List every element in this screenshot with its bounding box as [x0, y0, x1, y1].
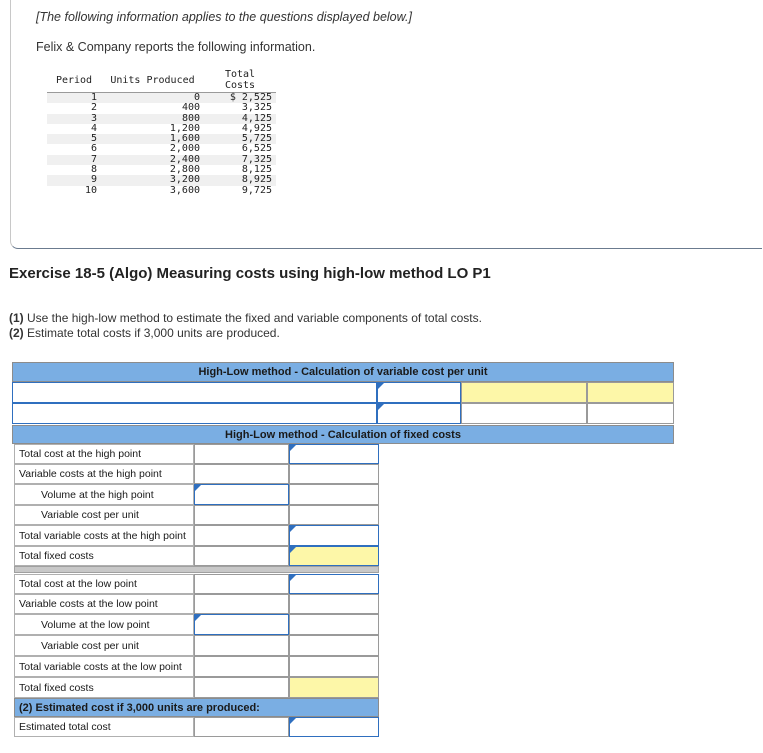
high-low-row2-cell2: [587, 403, 674, 424]
label-total-cost-low: Total cost at the low point: [14, 574, 194, 594]
table-row: 1 0 $ 2,525: [47, 93, 276, 104]
input-marker-icon: [290, 575, 296, 581]
label-total-fixed-costs-low: Total fixed costs: [14, 677, 194, 698]
instruction-2: (2) Estimate total costs if 3,000 units are produced.: [9, 326, 280, 340]
volume-high-input[interactable]: [194, 484, 289, 505]
label-total-variable-costs-high: Total variable costs at the high point: [14, 525, 194, 546]
cell-empty: [194, 594, 289, 614]
volume-low-input[interactable]: [194, 614, 289, 635]
table-row: 10 3,600 9,725: [84, 184, 272, 196]
fixed-cost-header: High-Low method - Calculation of fixed costs: [12, 425, 674, 444]
table-row: 5 1,600 5,725: [47, 134, 276, 144]
label-variable-costs-high: Variable costs at the high point: [14, 464, 194, 484]
table-row: 4 1,200 4,925: [90, 122, 272, 134]
label-volume-low: Volume at the low point: [14, 614, 194, 635]
table-row: 7 2,400 7,325: [47, 155, 276, 165]
info-table: [47, 68, 276, 196]
cell-empty: [194, 546, 289, 566]
label-volume-high: Volume at the high point: [14, 484, 194, 505]
input-marker-icon: [290, 718, 296, 724]
exercise-title: Exercise 18-5 (Algo) Measuring costs using high-low method LO P1: [9, 265, 491, 282]
estimated-total-cost-input[interactable]: [289, 717, 379, 737]
table-row: 8 2,800 8,125: [90, 164, 272, 176]
high-low-row1-value-input[interactable]: [377, 382, 461, 403]
instruction-1: (1) Use the high-low method to estimate the fixed and variable components of total costs.: [9, 311, 482, 325]
label-variable-costs-low: Variable costs at the low point: [14, 594, 194, 614]
total-cost-low-input[interactable]: [289, 574, 379, 594]
label-variable-cost-per-unit-low: Variable cost per unit: [14, 635, 194, 656]
high-low-row2-cell: [461, 403, 587, 424]
info-header-costs: Total Costs: [204, 68, 276, 93]
label-variable-cost-per-unit-high: Variable cost per unit: [14, 505, 194, 525]
input-marker-icon: [290, 547, 296, 553]
input-marker-icon: [195, 485, 201, 491]
cell-empty: [289, 594, 379, 614]
total-fixed-costs-low-cell[interactable]: [289, 677, 379, 698]
table-row: 3 800 4,125: [47, 114, 276, 124]
input-marker-icon: [378, 383, 384, 389]
high-low-row1-result2-cell[interactable]: [587, 382, 674, 403]
info-header-units: Units Produced: [101, 68, 204, 93]
input-marker-icon: [378, 404, 384, 410]
company-text: Felix & Company reports the following information.: [36, 40, 316, 54]
total-cost-high-input[interactable]: [289, 444, 379, 464]
cell-empty: [289, 614, 379, 635]
high-low-row1-label-input[interactable]: [12, 382, 377, 403]
label-total-variable-costs-low: Total variable costs at the low point: [14, 656, 194, 677]
cell-empty: [194, 505, 289, 525]
input-marker-icon: [290, 526, 296, 532]
cell-empty: [289, 505, 379, 525]
high-low-row2-value-input[interactable]: [377, 403, 461, 424]
cell-empty: [194, 464, 289, 484]
cell-empty: [289, 484, 379, 505]
cell-empty: [194, 635, 289, 656]
high-low-row1-result-cell[interactable]: [461, 382, 587, 403]
estimate-header: (2) Estimated cost if 3,000 units are produced:: [14, 698, 379, 717]
table-row: 6 2,000 6,525: [90, 143, 272, 155]
cell-empty: [289, 464, 379, 484]
high-low-row2-label-input[interactable]: [12, 403, 377, 424]
section-divider: [14, 566, 379, 573]
cell-empty: [194, 525, 289, 546]
variable-cost-header: High-Low method - Calculation of variable cost per unit: [12, 362, 674, 382]
intro-note: [The following information applies to the questions displayed below.]: [36, 10, 412, 24]
cell-empty: [194, 677, 289, 698]
total-variable-costs-high-input[interactable]: [289, 525, 379, 546]
input-marker-icon: [195, 615, 201, 621]
label-estimated-total-cost: Estimated total cost: [14, 717, 194, 737]
label-total-cost-high: Total cost at the high point: [14, 444, 194, 464]
cell-empty: [289, 656, 379, 677]
cell-empty: [194, 656, 289, 677]
table-row: 9 3,200 8,925: [47, 175, 276, 185]
label-total-fixed-costs-high: Total fixed costs: [14, 546, 194, 566]
cell-empty: [194, 574, 289, 594]
table-row: 2 400 3,325: [90, 102, 272, 114]
input-marker-icon: [290, 445, 296, 451]
cell-empty: [194, 444, 289, 464]
info-header-period: Period: [47, 68, 101, 93]
cell-empty: [194, 717, 289, 737]
total-fixed-costs-high-input[interactable]: [289, 546, 379, 566]
cell-empty: [289, 635, 379, 656]
